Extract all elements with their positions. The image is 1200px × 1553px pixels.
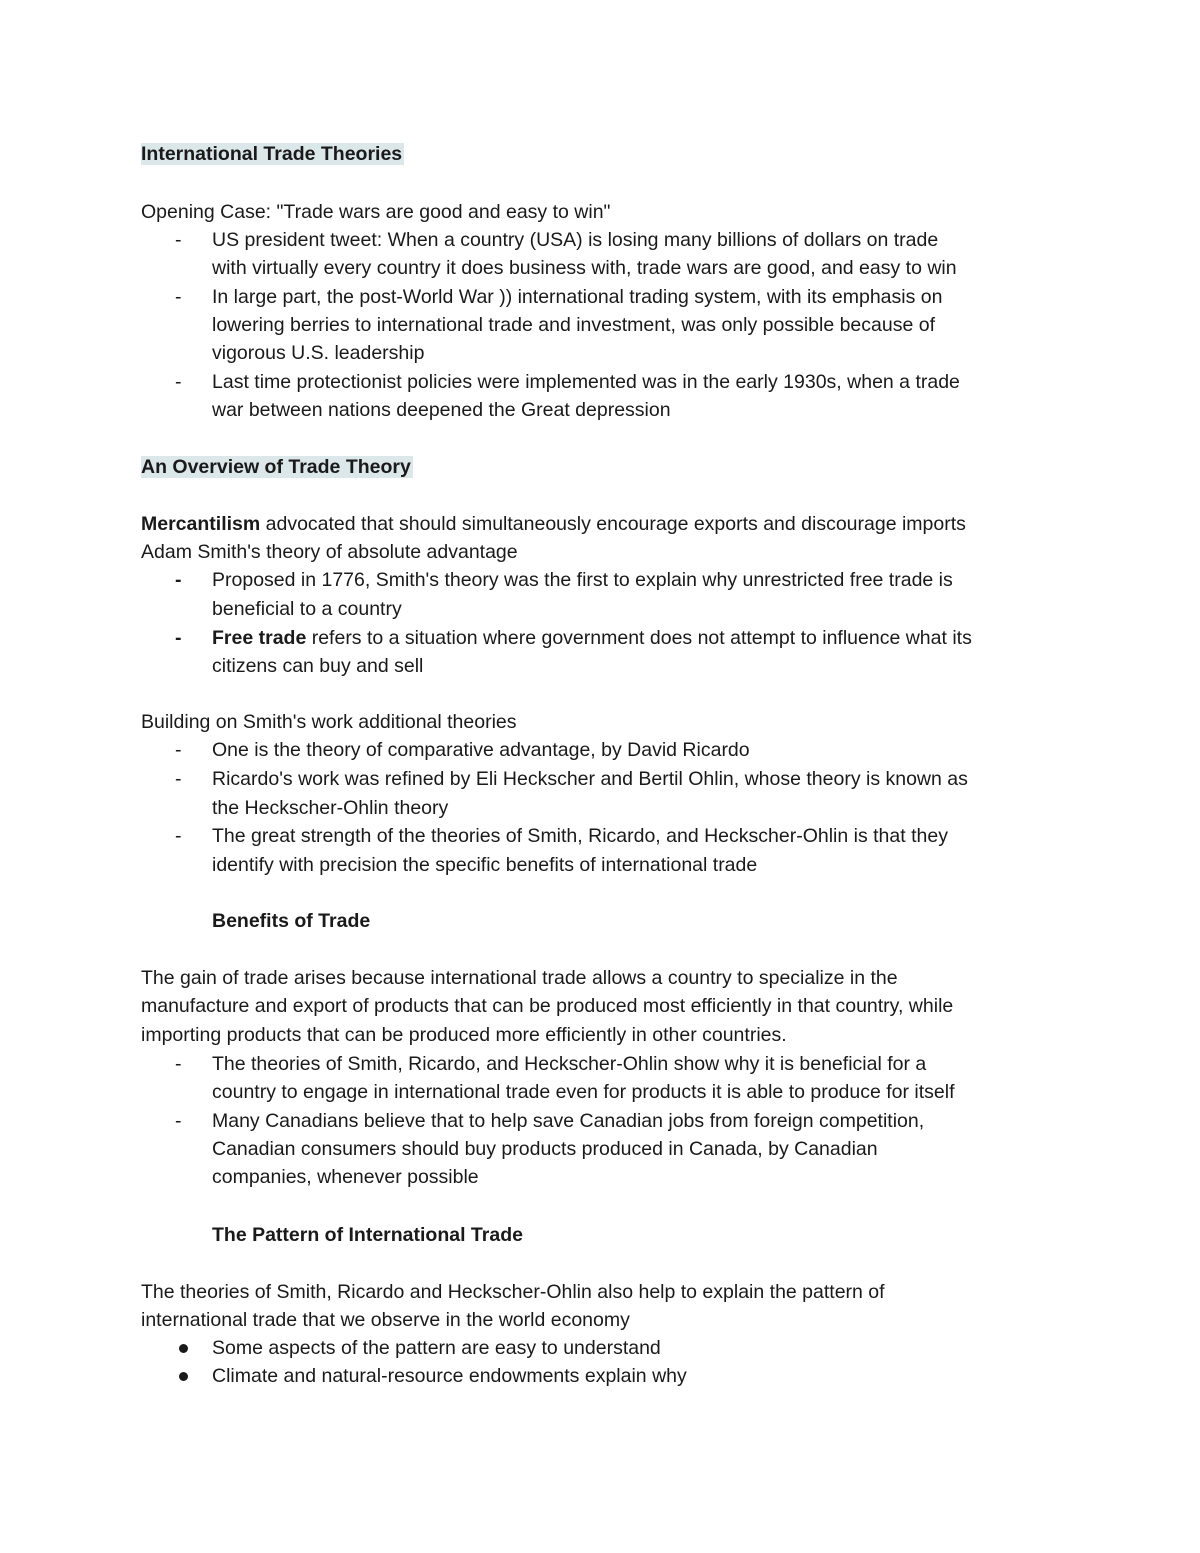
- term-mercantilism: Mercantilism: [141, 513, 261, 535]
- bullet-dash: -: [175, 739, 182, 761]
- list-item-text: One is the theory of comparative advantage, by David Ricardo: [212, 739, 750, 761]
- bullet-dash: -: [175, 1053, 182, 1075]
- list-item-text: country to engage in international trade even for products it is able to produce for itself: [212, 1081, 955, 1103]
- paragraph-line: The theories of Smith, Ricardo and Heckscher-Ohlin also help to explain the pattern of: [141, 1281, 885, 1303]
- list-item-text: Last time protectionist policies were implemented was in the early 1930s, when a trade: [212, 371, 960, 393]
- list-item-text: Proposed in 1776, Smith's theory was the first to explain why unrestricted free trade is: [212, 569, 953, 591]
- subheading-benefits-of-trade: Benefits of Trade: [212, 910, 371, 932]
- list-item-text: The theories of Smith, Ricardo, and Heckscher-Ohlin show why it is beneficial for a: [212, 1053, 927, 1075]
- heading-overview-trade-theory: An Overview of Trade Theory: [141, 456, 411, 478]
- section-title: [141, 453, 413, 481]
- bullet-dash: -: [175, 825, 182, 847]
- list-item-text: beneficial to a country: [212, 598, 402, 620]
- list-item-text: war between nations deepened the Great depression: [212, 399, 671, 421]
- section-title: [141, 140, 404, 168]
- bullet-dash: -: [175, 1110, 182, 1132]
- mercantilism-line: [141, 510, 966, 538]
- bullet-dash: -: [175, 569, 182, 591]
- list-item-text: US president tweet: When a country (USA) is losing many billions of dollars on trade: [212, 229, 939, 251]
- subheading-pattern-of-trade: The Pattern of International Trade: [212, 1224, 523, 1246]
- list-item-text: vigorous U.S. leadership: [212, 342, 425, 364]
- bullet-dot: [179, 1372, 188, 1381]
- list-item-text: companies, whenever possible: [212, 1166, 479, 1188]
- heading-international-trade-theories: International Trade Theories: [141, 143, 403, 165]
- list-item-text: The great strength of the theories of Smith, Ricardo, and Heckscher-Ohlin is that they: [212, 825, 948, 847]
- bullet-dot: [179, 1344, 188, 1353]
- list-item-text: [212, 624, 972, 652]
- list-item-text: Many Canadians believe that to help save Canadian jobs from foreign competition,: [212, 1110, 925, 1132]
- list-item-text: the Heckscher-Ohlin theory: [212, 797, 449, 819]
- list-item-text: citizens can buy and sell: [212, 655, 424, 677]
- bullet-dash: -: [175, 286, 182, 308]
- paragraph-line: manufacture and export of products that can be produced most efficiently in that country, while: [141, 995, 954, 1017]
- bullet-dash: -: [175, 627, 182, 649]
- bullet-dash: -: [175, 768, 182, 790]
- smith-line: Adam Smith's theory of absolute advantage: [141, 541, 518, 563]
- bullet-dash: -: [175, 229, 182, 251]
- paragraph-line: The gain of trade arises because international trade allows a country to specialize in the: [141, 967, 898, 989]
- paragraph-line: international trade that we observe in the world economy: [141, 1309, 630, 1331]
- opening-case-line: Opening Case: "Trade wars are good and easy to win": [141, 201, 611, 223]
- list-item-text: with virtually every country it does business with, trade wars are good, and easy to win: [212, 257, 957, 279]
- list-item-text: identify with precision the specific benefits of international trade: [212, 854, 758, 876]
- mercantilism-definition: advocated that should simultaneously encourage exports and discourage imports: [260, 513, 966, 535]
- list-item-text: Canadian consumers should buy products produced in Canada, by Canadian: [212, 1138, 878, 1160]
- term-free-trade: Free trade: [212, 627, 307, 649]
- list-item-text: Climate and natural-resource endowments explain why: [212, 1365, 687, 1387]
- paragraph-line: importing products that can be produced more efficiently in other countries.: [141, 1024, 787, 1046]
- list-item-text: lowering berries to international trade and investment, was only possible because of: [212, 314, 935, 336]
- free-trade-definition: refers to a situation where government does not attempt to influence what its: [306, 627, 972, 649]
- list-item-text: Ricardo's work was refined by Eli Heckscher and Bertil Ohlin, whose theory is known as: [212, 768, 968, 790]
- list-item-text: In large part, the post-World War )) international trading system, with its emphasis on: [212, 286, 943, 308]
- building-line: Building on Smith's work additional theories: [141, 711, 517, 733]
- list-item-text: Some aspects of the pattern are easy to understand: [212, 1337, 661, 1359]
- bullet-dash: -: [175, 371, 182, 393]
